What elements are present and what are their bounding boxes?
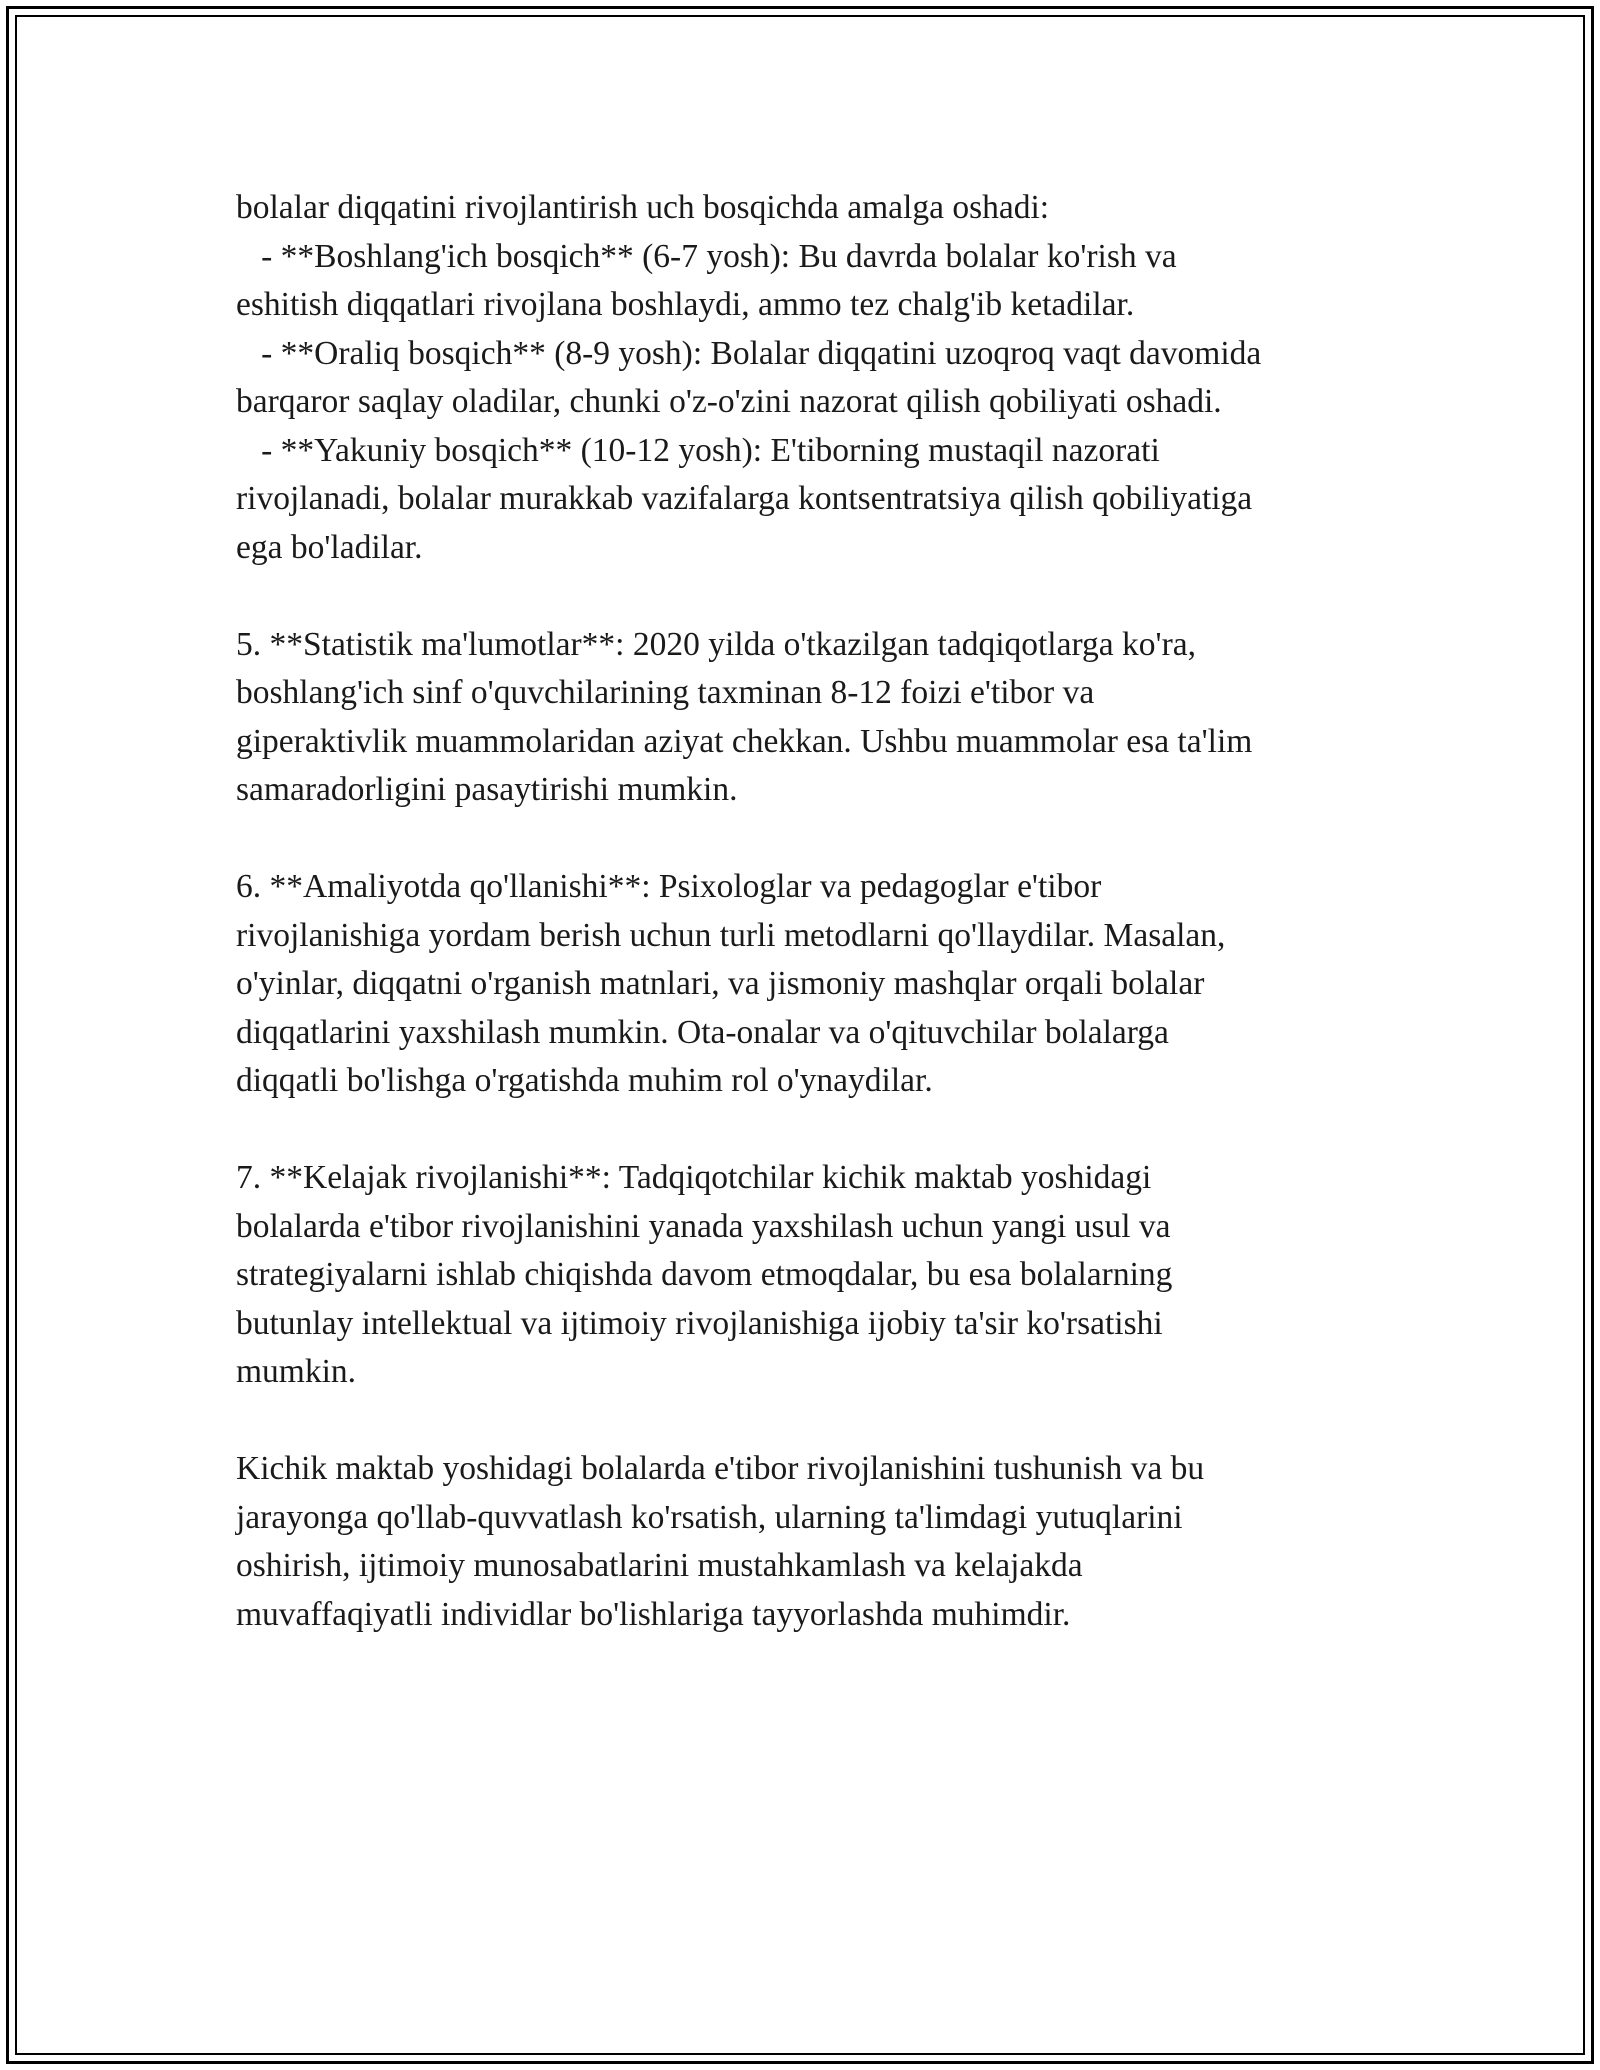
document-body	[236, 184, 1396, 1688]
text-line: boshlang'ich sinf o'quvchilarining taxminan 8-12 foizi e'tibor va	[236, 674, 1095, 711]
text-line: barqaror saqlay oladilar, chunki o'z-o'zini nazorat qilish qobiliyati oshadi.	[236, 383, 1222, 420]
text-line: - **Boshlang'ich bosqich** (6-7 yosh): Bu davrda bolalar ko'rish va	[236, 237, 1177, 275]
text-line: butunlay intellektual va ijtimoiy rivojlanishiga ijobiy ta'sir ko'rsatishi	[236, 1304, 1163, 1342]
text-line: jarayonga qo'llab-quvvatlash ko'rsatish, ularning ta'limdagi yutuqlarini	[236, 1498, 1183, 1536]
text-line: mumkin.	[236, 1353, 357, 1390]
text-line: 6. **Amaliyotda qo'llanishi**: Psixologlar va pedagoglar e'tibor	[236, 868, 1102, 905]
paragraph-development-stages	[236, 184, 1396, 572]
text-line: Kichik maktab yoshidagi bolalarda e'tibor rivojlanishini tushunish va bu	[236, 1450, 1205, 1487]
paragraph-conclusion	[236, 1445, 1396, 1639]
text-line: 5. **Statistik ma'lumotlar**: 2020 yilda o'tkazilgan tadqiqotlarga ko'ra,	[236, 625, 1196, 663]
paragraph-future-development	[236, 1154, 1396, 1397]
text-line: ega bo'ladilar.	[236, 528, 423, 566]
text-line: - **Oraliq bosqich** (8-9 yosh): Bolalar diqqatini uzoqroq vaqt davomida	[236, 334, 1262, 372]
text-line: bolalar diqqatini rivojlantirish uch bosqichda amalga oshadi:	[236, 189, 1050, 226]
paragraph-statistics	[236, 621, 1396, 815]
text-line: muvaffaqiyatli individlar bo'lishlariga tayyorlashda muhimdir.	[236, 1595, 1071, 1633]
paragraph-practical-application	[236, 863, 1396, 1106]
text-line: o'yinlar, diqqatni o'rganish matnlari, va jismoniy mashqlar orqali bolalar	[236, 965, 1205, 1002]
text-line: giperaktivlik muammolaridan aziyat chekkan. Ushbu muammolar esa ta'lim	[236, 722, 1253, 760]
text-line: diqqatlarini yaxshilash mumkin. Ota-onalar va o'qituvchilar bolalarga	[236, 1013, 1169, 1051]
text-line: rivojlanishiga yordam berish uchun turli metodlarni qo'llaydilar. Masalan,	[236, 916, 1226, 954]
text-line: bolalarda e'tibor rivojlanishini yanada yaxshilash uchun yangi usul va	[236, 1207, 1171, 1245]
text-line: rivojlanadi, bolalar murakkab vazifalarga kontsentratsiya qilish qobiliyatiga	[236, 480, 1253, 517]
text-line: samaradorligini pasaytirishi mumkin.	[236, 771, 738, 808]
text-line: strategiyalarni ishlab chiqishda davom etmoqdalar, bu esa bolalarning	[236, 1256, 1173, 1293]
text-line: - **Yakuniy bosqich** (10-12 yosh): E'tiborning mustaqil nazorati	[236, 431, 1160, 469]
text-line: oshirish, ijtimoiy munosabatlarini mustahkamlash va kelajakda	[236, 1547, 1083, 1584]
text-line: 7. **Kelajak rivojlanishi**: Tadqiqotchilar kichik maktab yoshidagi	[236, 1159, 1152, 1196]
text-line: eshitish diqqatlari rivojlana boshlaydi, ammo tez chalg'ib ketadilar.	[236, 286, 1135, 323]
text-line: diqqatli bo'lishga o'rgatishda muhim rol o'ynaydilar.	[236, 1062, 933, 1099]
